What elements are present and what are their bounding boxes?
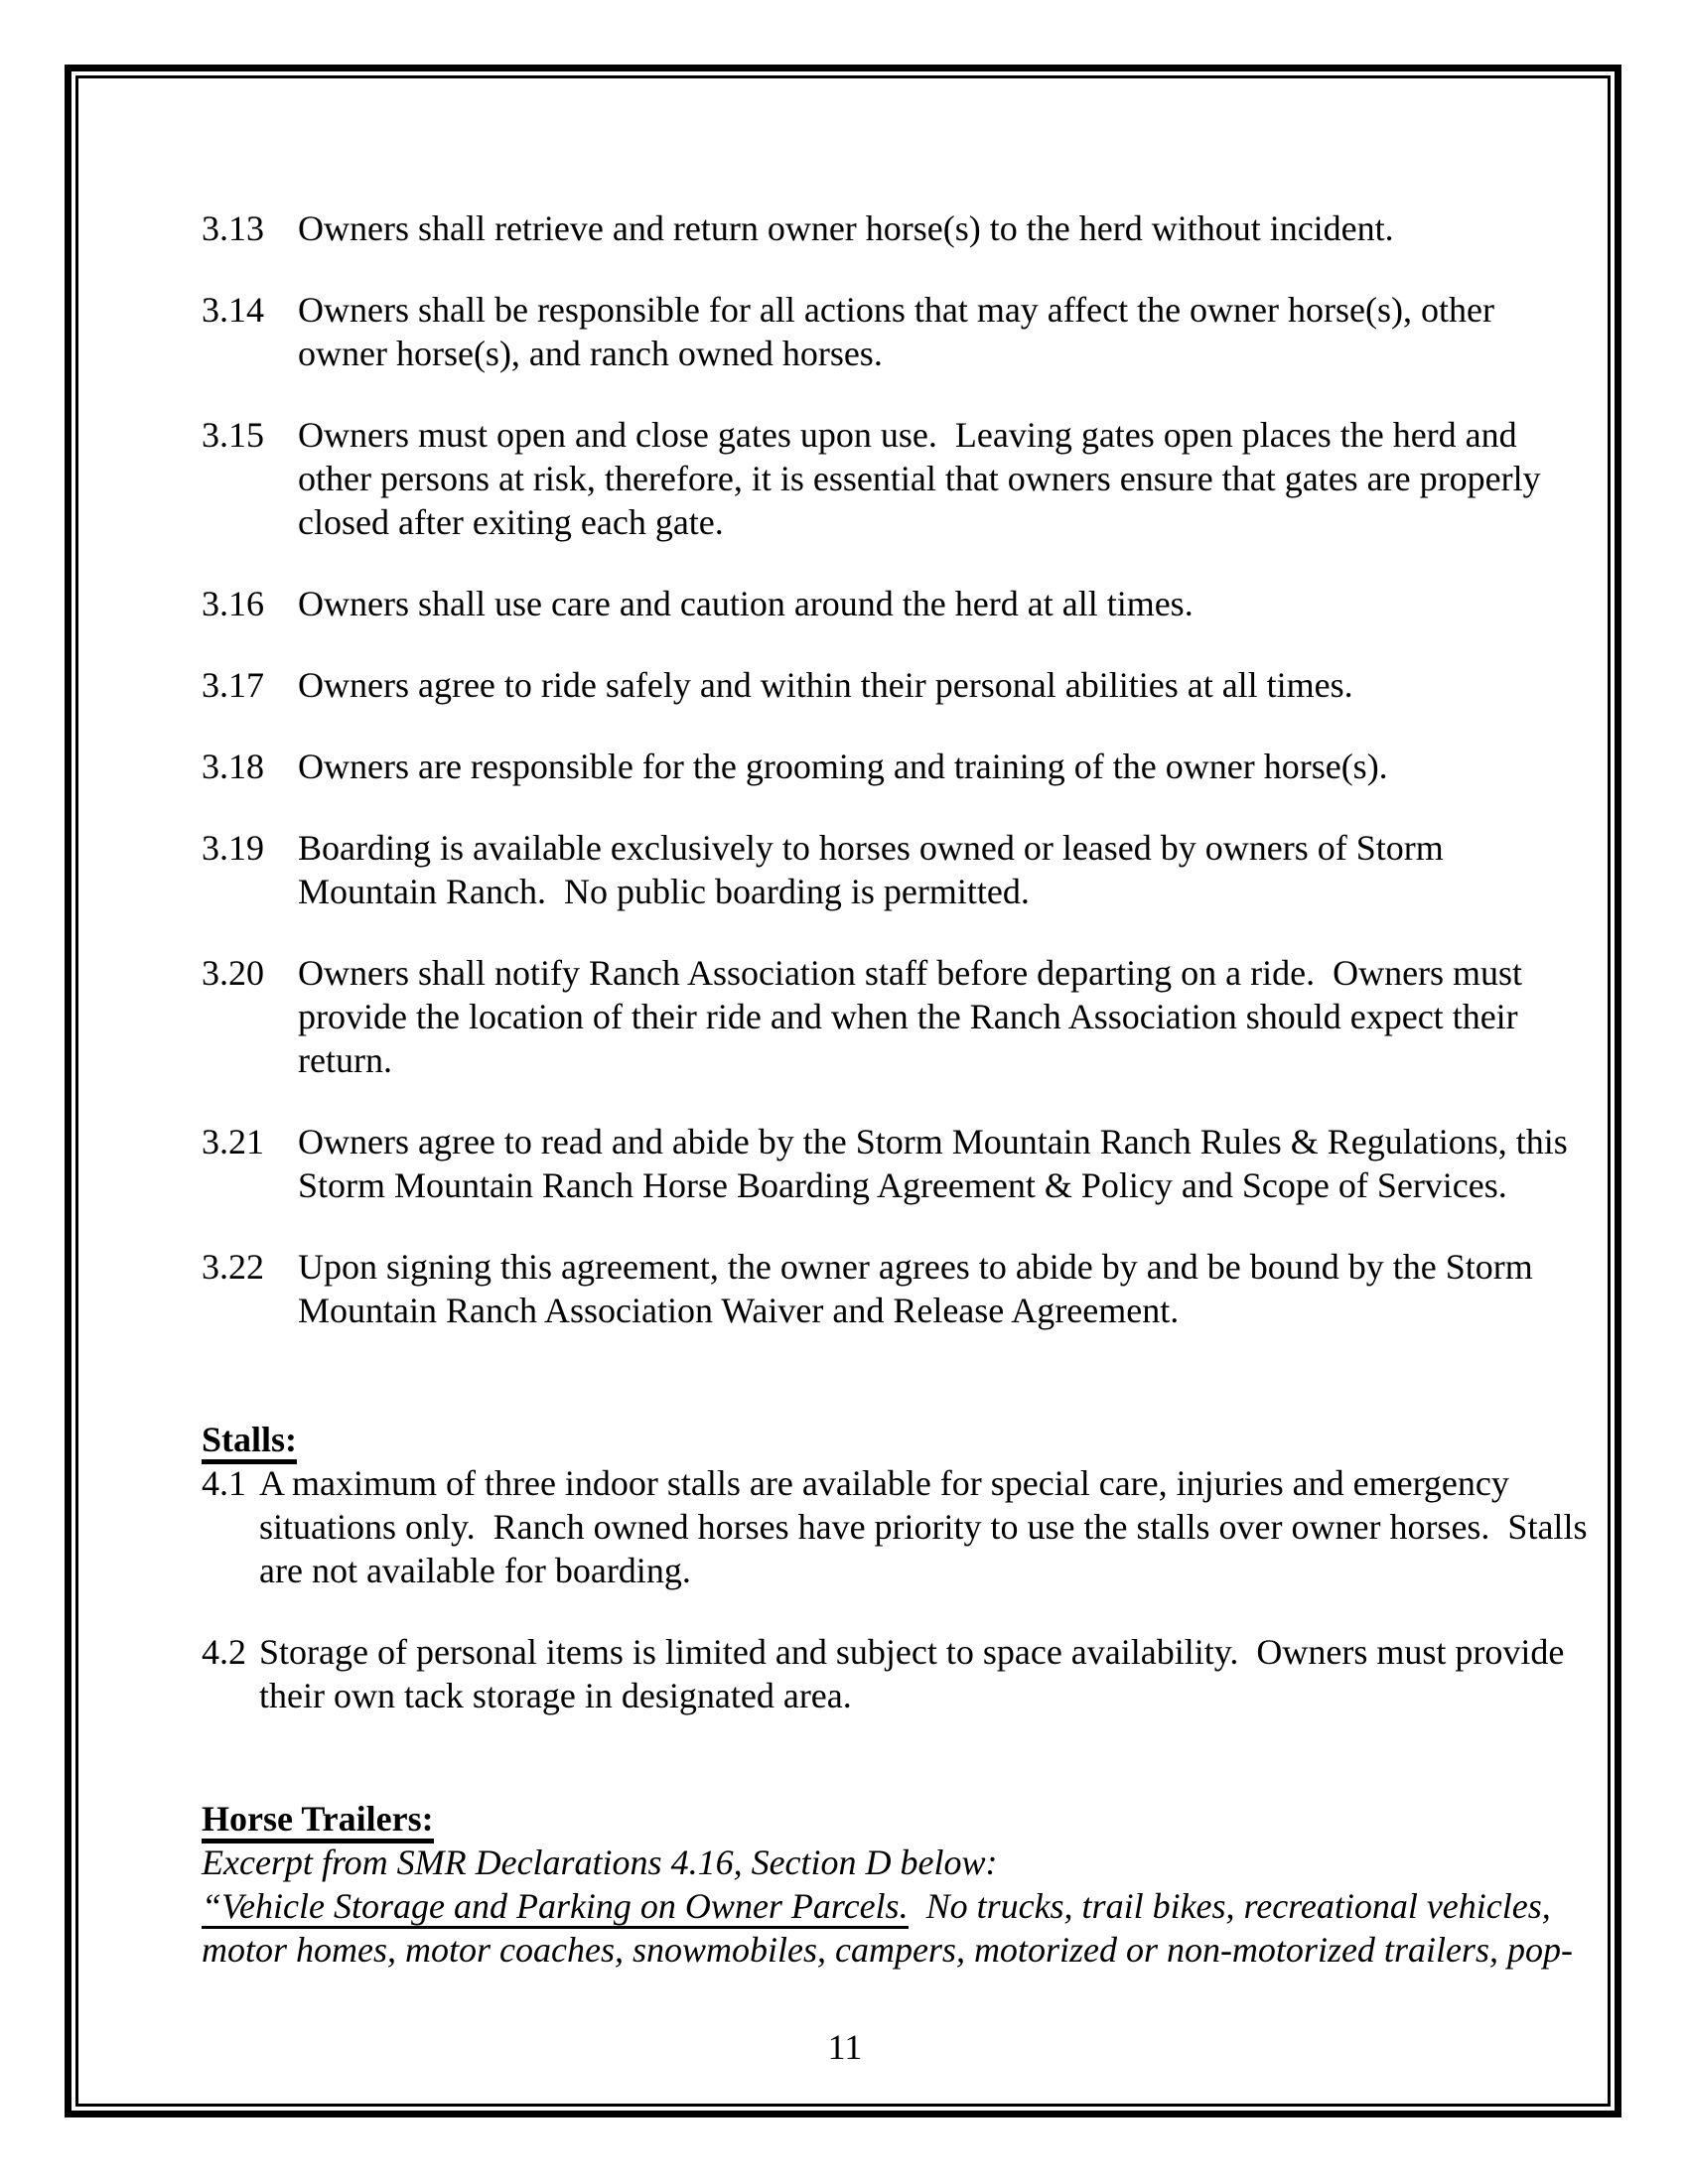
- item-number: 3.15: [202, 415, 264, 455]
- item-number: 3.18: [202, 747, 264, 786]
- item-number: 3.17: [202, 665, 264, 705]
- item-number: 3.16: [202, 584, 264, 623]
- list-item-3-22: [202, 1245, 1533, 1332]
- item-text: Owners shall be responsible for all actions that may affect the owner horse(s), other owner horse(s), and ranch owned horses.: [298, 290, 1494, 373]
- list-item-4-1: [202, 1461, 1588, 1592]
- list-item-3-16: [202, 582, 1488, 625]
- item-number: 3.20: [202, 953, 264, 993]
- item-text: Owners agree to ride safely and within their personal abilities at all times.: [298, 665, 1353, 705]
- list-item-4-2: [202, 1630, 1565, 1717]
- list-item-3-20: [202, 951, 1523, 1082]
- list-item-3-19: [202, 826, 1488, 913]
- item-text: Boarding is available exclusively to horses owned or leased by owners of Storm Mountain Ranch. No public boarding is permitted.: [298, 828, 1444, 911]
- item-text: Upon signing this agreement, the owner agrees to abide by and be bound by the Storm Mountain Ranch Association Waiver and Release Agreement.: [298, 1247, 1533, 1330]
- section-heading-stalls: Stalls:: [202, 1418, 1488, 1461]
- item-number: 3.22: [202, 1247, 264, 1287]
- item-number: 3.21: [202, 1122, 264, 1161]
- list-item-3-18: [202, 745, 1488, 788]
- item-text: Owners must open and close gates upon use. Leaving gates open places the herd and other persons at risk, therefore, it is essential that owners ensure that gates are properly closed after exiting each gate.: [298, 415, 1541, 542]
- page-number: 11: [827, 2027, 863, 2067]
- list-item-3-17: [202, 663, 1488, 707]
- page-border-inner: [75, 75, 1611, 2107]
- item-number: 4.1: [202, 1463, 246, 1503]
- item-number: 3.13: [202, 208, 264, 248]
- quote-line-2: motor homes, motor coaches, snowmobiles, campers, motorized or non-motorized trailers, pop-: [202, 1930, 1573, 1970]
- list-item-3-21: [202, 1120, 1568, 1207]
- item-text: Owners agree to read and abide by the Storm Mountain Ranch Rules & Regulations, this Storm Mountain Ranch Horse Boarding Agreement & Policy and Scope of Services.: [298, 1122, 1568, 1205]
- quote-continuation: No trucks, trail bikes, recreational vehicles,: [908, 1886, 1551, 1926]
- page-border-outer: [65, 65, 1621, 2117]
- item-number: 4.2: [202, 1632, 246, 1672]
- quote-underlined-title: “Vehicle Storage and Parking on Owner Parcels.: [202, 1886, 909, 1929]
- list-item-3-15: [202, 413, 1541, 544]
- item-text: Storage of personal items is limited and subject to space availability. Owners must provide their own tack storage in designated area.: [259, 1632, 1565, 1715]
- excerpt-intro-line: Excerpt from SMR Declarations 4.16, Section D below:: [202, 1843, 998, 1882]
- item-number: 3.14: [202, 290, 264, 330]
- item-text: Owners shall notify Ranch Association staff before departing on a ride. Owners must provide the location of their ride and when the Ranch Association should expect their return.: [298, 953, 1523, 1080]
- item-text: A maximum of three indoor stalls are available for special care, injuries and emergency situations only. Ranch owned horses have priority to use the stalls over owner horses. Stalls are not available for boarding.: [259, 1463, 1588, 1590]
- document-body: [78, 78, 1608, 2069]
- quote-line-1: [202, 1884, 1551, 1928]
- item-number: 3.19: [202, 828, 264, 868]
- item-text: Owners are responsible for the grooming and training of the owner horse(s).: [298, 747, 1388, 786]
- item-text: Owners shall retrieve and return owner horse(s) to the herd without incident.: [298, 208, 1394, 248]
- list-item-3-14: [202, 288, 1494, 375]
- section-heading-horse-trailers: Horse Trailers:: [202, 1797, 1488, 1841]
- item-text: Owners shall use care and caution around the herd at all times.: [298, 584, 1194, 623]
- excerpt-quote: [202, 1884, 1573, 1972]
- list-item-3-13: [202, 206, 1488, 250]
